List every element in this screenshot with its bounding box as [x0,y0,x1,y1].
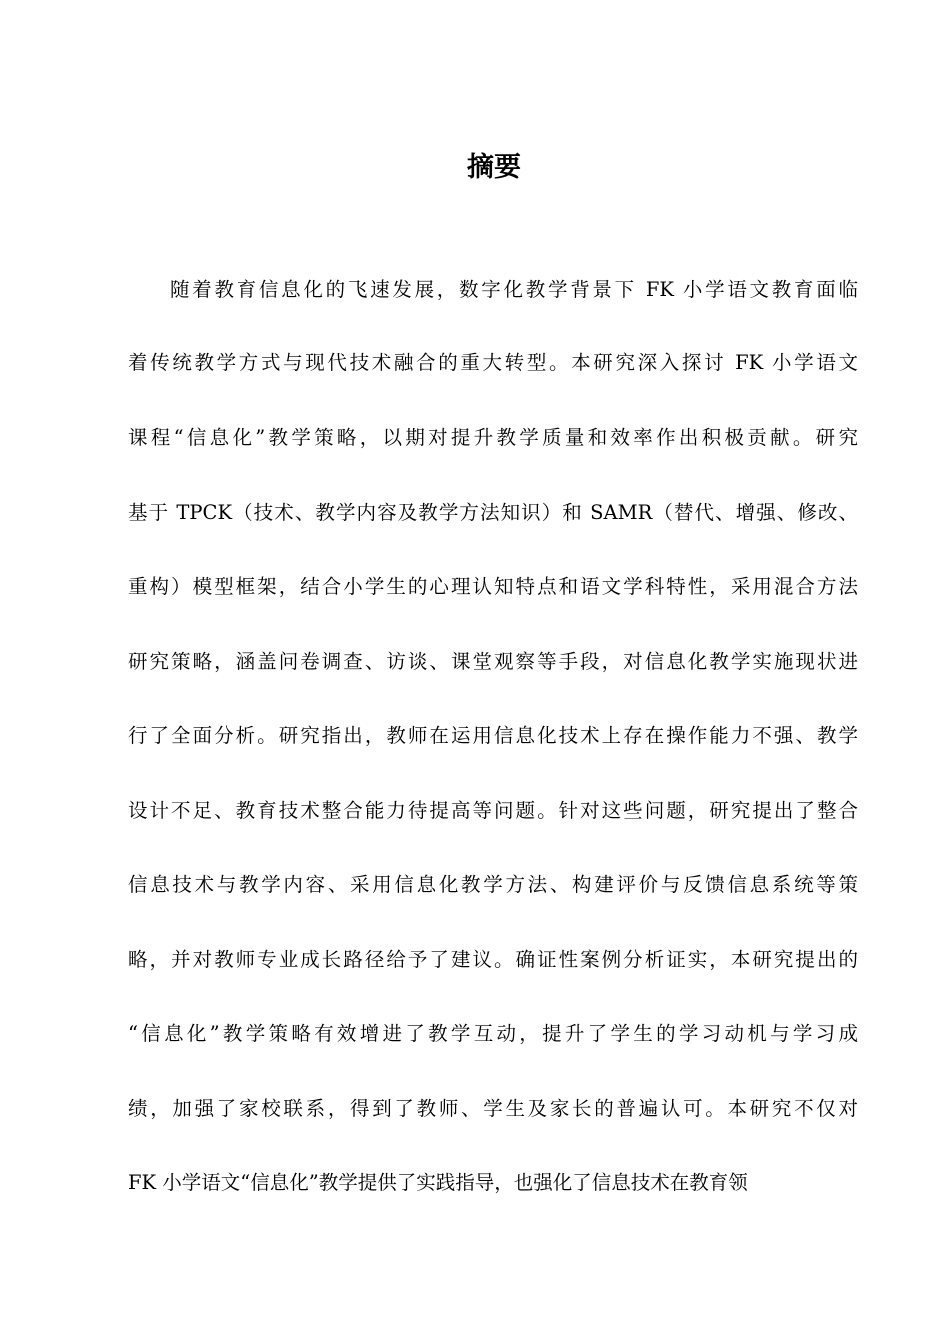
abstract-line: 研究策略，涵盖问卷调查、访谈、课堂观察等手段，对信息化教学实施现状进 [128,650,858,673]
abstract-line: 设计不足、教育技术整合能力待提高等问题。针对这些问题，研究提出了整合 [128,799,858,822]
abstract-line: 重构）模型框架，结合小学生的心理认知特点和语文学科特性，采用混合方法 [128,575,858,598]
abstract-line: FK 小学语文“信息化”教学提供了实践指导，也强化了信息技术在教育领 [128,1171,748,1194]
abstract-line: 绩，加强了家校联系，得到了教师、学生及家长的普遍认可。本研究不仅对 [128,1097,858,1120]
abstract-line: 随着教育信息化的飞速发展，数字化教学背景下 FK 小学语文教育面临 [170,278,858,301]
abstract-line: 略，并对教师专业成长路径给予了建议。确证性案例分析证实，本研究提出的 [128,948,858,971]
abstract-line: 课程“信息化”教学策略，以期对提升教学质量和效率作出积极贡献。研究 [128,426,858,449]
abstract-line: 信息技术与教学内容、采用信息化教学方法、构建评价与反馈信息系统等策 [128,873,858,896]
abstract-title: 摘要 [467,152,521,183]
abstract-line: 行了全面分析。研究指出，教师在运用信息化技术上存在操作能力不强、教学 [128,724,858,747]
abstract-line: 着传统教学方式与现代技术融合的重大转型。本研究深入探讨 FK 小学语文 [128,351,858,374]
abstract-line: 基于 TPCK（技术、教学内容及教学方法知识）和 SAMR（替代、增强、修改、 [128,501,858,524]
abstract-line: “信息化”教学策略有效增进了教学互动，提升了学生的学习动机与学习成 [128,1022,858,1045]
